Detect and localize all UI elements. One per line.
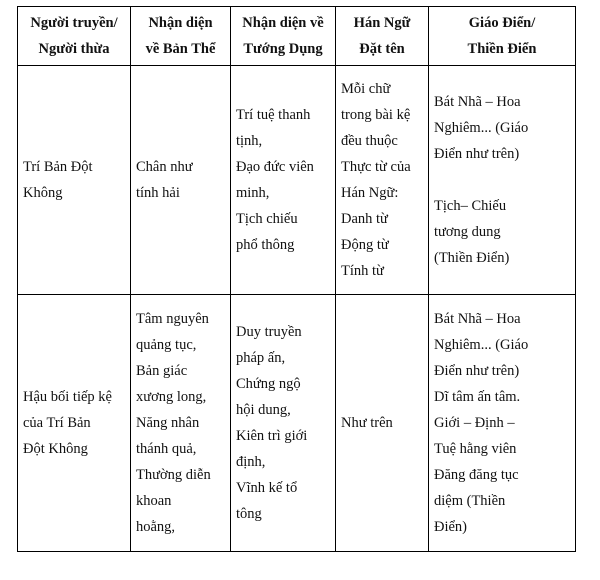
header-transmitter: Người truyền/ Người thừa: [18, 7, 131, 66]
cell-function: Trí tuệ thanh tịnh, Đạo đức viên minh, Tịch chiếu phổ thông: [231, 66, 336, 295]
cell-scripture: Bát Nhã – Hoa Nghiêm... (Giáo Điển như trên) Tịch– Chiếu tương dung (Thiền Điển): [429, 66, 576, 295]
header-scripture: Giáo Điển/ Thiền Điển: [429, 7, 576, 66]
header-row: [18, 7, 576, 66]
cell-scripture: Bát Nhã – Hoa Nghiêm... (Giáo Điển như trên) Dĩ tâm ấn tâm. Giới – Định – Tuệ hằng viên Đăng đăng tục diệm (Thiền Điển): [429, 295, 576, 552]
header-function: Nhận diện về Tướng Dụng: [231, 7, 336, 66]
cell-transmitter: Hậu bối tiếp kệ của Trí Bản Đột Không: [18, 295, 131, 552]
cell-function: Duy truyền pháp ấn, Chứng ngộ hội dung, Kiên trì giới định, Vĩnh kế tổ tông: [231, 295, 336, 552]
cell-transmitter: Trí Bản Đột Không: [18, 66, 131, 295]
header-essence: Nhận diện về Bản Thể: [131, 7, 231, 66]
cell-chinese-naming: Như trên: [336, 295, 429, 552]
cell-chinese-naming: Mỗi chữ trong bài kệ đều thuộc Thực từ của Hán Ngữ: Danh từ Động từ Tính từ: [336, 66, 429, 295]
cell-essence: Tâm nguyên quảng tục, Bản giác xương long, Năng nhân thánh quả, Thường diễn khoan hoằng,: [131, 295, 231, 552]
table-row: [18, 295, 576, 552]
table-row: [18, 66, 576, 295]
header-chinese-naming: Hán Ngữ Đặt tên: [336, 7, 429, 66]
cell-essence: Chân như tính hải: [131, 66, 231, 295]
lineage-table: [17, 6, 576, 552]
